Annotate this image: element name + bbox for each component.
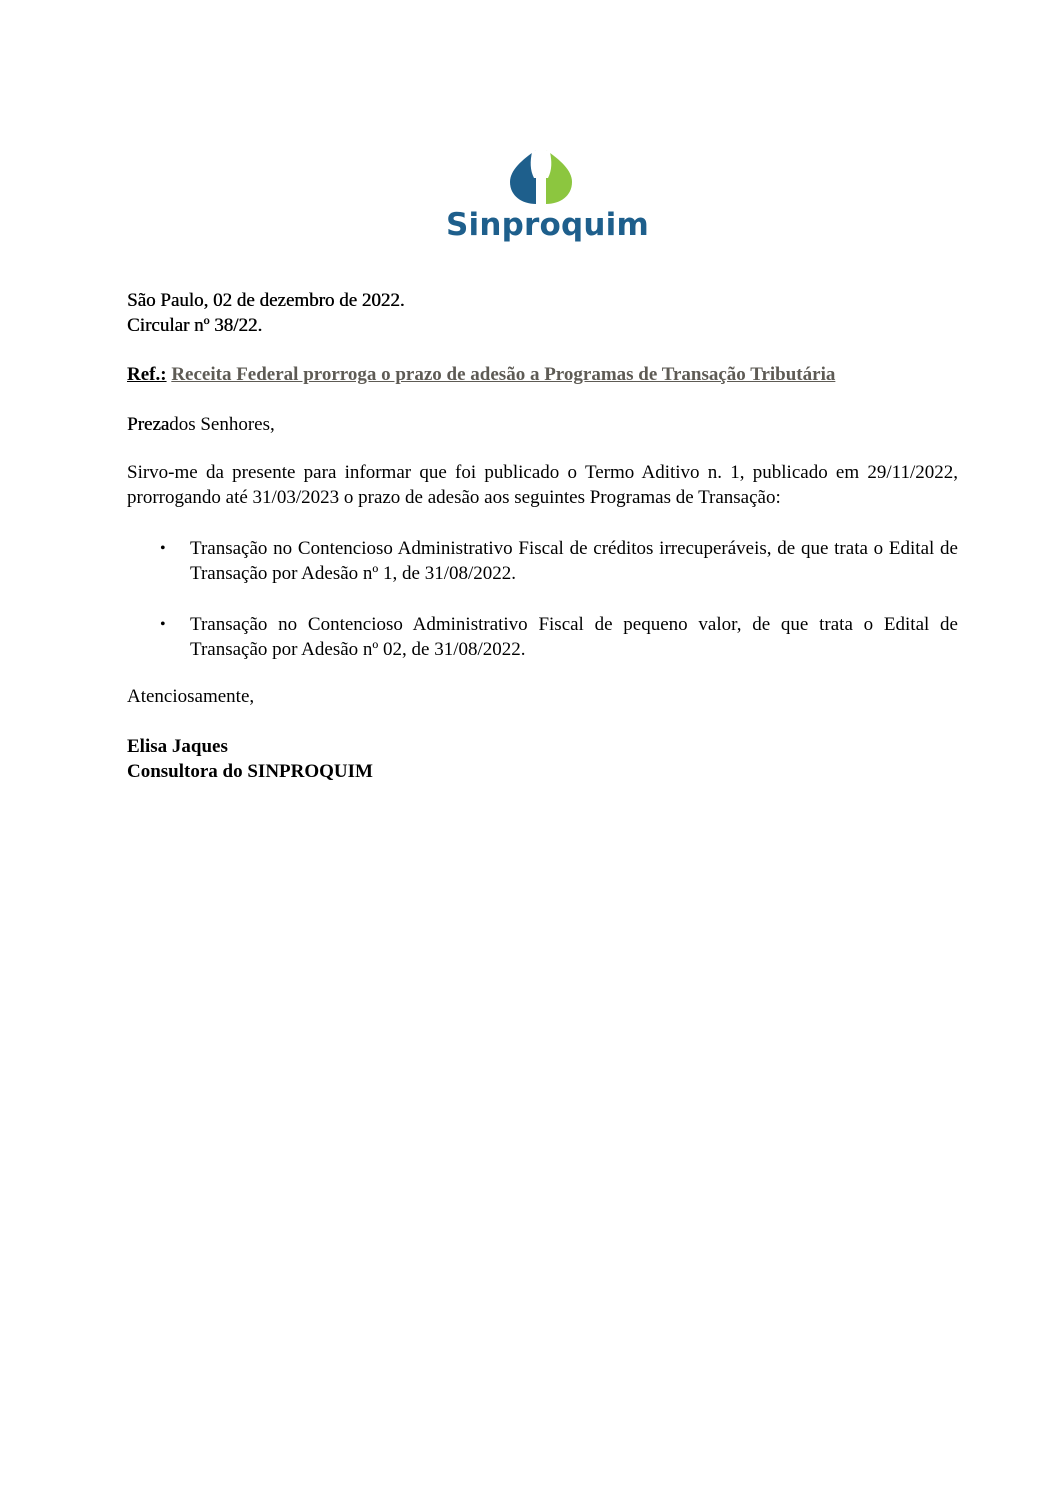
date-line: São Paulo, 02 de dezembro de 2022. [127,290,405,311]
logo-wordmark: Sinproquim [446,207,649,243]
greeting [127,412,275,437]
letter-header [127,288,405,338]
signature-block [127,734,373,784]
list-item [127,612,958,662]
programs-list [127,536,958,688]
sinproquim-logo [446,132,649,260]
signatory-title: Consultora do SINPROQUIM [127,761,373,782]
reference-line [127,362,947,387]
reference-label: Ref.: [127,364,167,385]
closing-line: Atenciosamente, [127,686,255,707]
reference-subject: Receita Federal prorroga o prazo de adesão a Programas de Transação Tributária [171,364,836,385]
bullet-icon: • [160,540,166,557]
list-item-text: Transação no Contencioso Administrativo Fiscal de créditos irrecuperáveis, de que trata o Edital de Transação por Adesão nº 1, de 31/08/2022. [190,538,958,584]
logo-drops-icon [446,132,636,212]
list-item-text: Transação no Contencioso Administrativo Fiscal de pequeno valor, de que trata o Edital de Transação por Adesão nº 02, de 31/08/2022. [190,614,958,660]
signatory-name: Elisa Jaques [127,736,228,757]
circular-number: Circular nº 38/22. [127,315,263,336]
intro-paragraph: Sirvo-me da presente para informar que foi publicado o Termo Aditivo n. 1, publicado em 29/11/2022, prorrogando até 31/03/2023 o prazo de adesão aos seguintes Programas de Transação: [127,462,958,508]
greeting-emphasis: Preza [127,414,170,435]
greeting-rest: dos Senhores, [169,414,275,435]
list-item [127,536,958,586]
bullet-icon: • [160,616,166,633]
